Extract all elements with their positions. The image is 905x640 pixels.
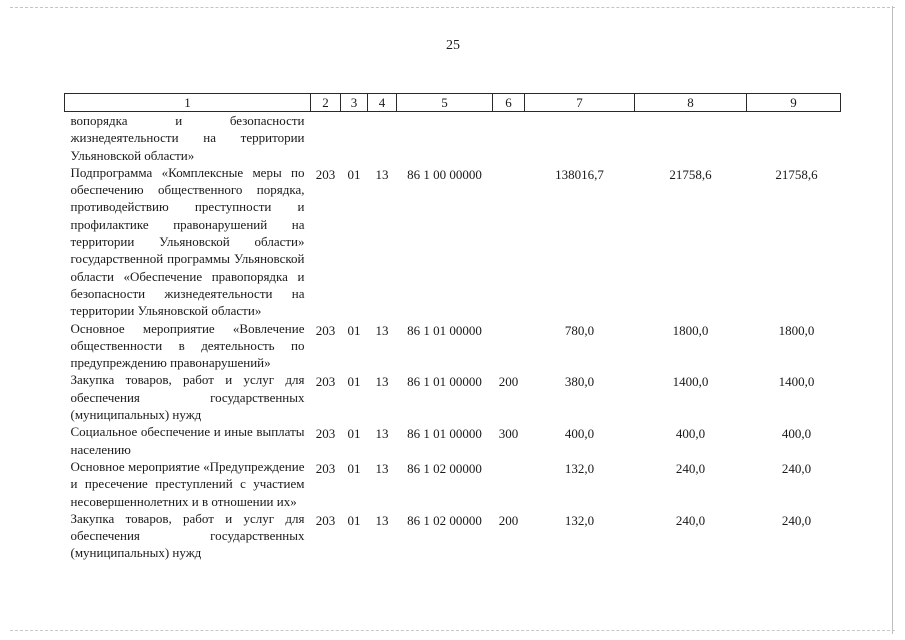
- cell-expense-type: [493, 164, 525, 320]
- cell-target-article: 86 1 02 00000: [407, 512, 482, 528]
- header-col-8: 8: [635, 94, 747, 112]
- table-row: [65, 320, 841, 372]
- cell-section-code: 01: [347, 374, 361, 390]
- header-col-1: 1: [65, 94, 311, 112]
- cell-amount-7: 132,0: [564, 460, 595, 476]
- cell-section-code: 01: [347, 512, 361, 528]
- cell-amount-7: 380,0: [564, 374, 595, 390]
- row-description: Подпрограмма «Комплексные меры по обеспечению общественного порядка, противодействию преступности и профилактике правонарушений на территории Ульяновской области» государственной программы Ульяновской области «Обеспечение правопорядка и безопасности жизнедеятельности на территории Ульяновской области»: [70, 164, 305, 319]
- table-row: [65, 371, 841, 423]
- cell-amount-7: 132,0: [564, 512, 595, 528]
- cell-amount-7: [525, 112, 635, 164]
- cell-target-article: 86 1 01 00000: [407, 374, 482, 390]
- cell-amount-9: [747, 112, 841, 164]
- page-number: 25: [446, 38, 460, 53]
- cell-section-code: 01: [347, 166, 361, 182]
- cell-amount-9: 21758,6: [775, 166, 818, 182]
- cell-subsection-code: 13: [375, 166, 389, 182]
- cell-amount-8: 21758,6: [669, 166, 712, 182]
- cell-subsection-code: 13: [375, 460, 389, 476]
- cell-amount-8: 240,0: [675, 512, 706, 528]
- cell-expense-type: 200: [498, 374, 519, 390]
- cell-expense-type: 300: [498, 426, 519, 442]
- row-description: Основное мероприятие «Вовлечение общественности в деятельность по предупреждению правонарушений»: [70, 320, 305, 371]
- row-description: Основное мероприятие «Предупреждение и пресечение преступлений с участием несовершеннолетних и в отношении их»: [70, 458, 305, 509]
- cell-amount-8: 400,0: [675, 426, 706, 442]
- cell-amount-9: 240,0: [781, 512, 812, 528]
- cell-target-article: [397, 112, 493, 164]
- table-row: [65, 112, 841, 164]
- scan-edge-top: [10, 7, 895, 8]
- cell-section-code: 01: [347, 460, 361, 476]
- cell-ministry-code: 203: [315, 512, 336, 528]
- cell-amount-7: 400,0: [564, 426, 595, 442]
- row-description: вопорядка и безопасности жизнедеятельности на территории Ульяновской области»: [70, 113, 305, 163]
- cell-target-article: 86 1 01 00000: [407, 426, 482, 442]
- cell-subsection-code: 13: [375, 426, 389, 442]
- header-col-4: 4: [368, 94, 397, 112]
- cell-amount-9: 1800,0: [778, 322, 815, 338]
- cell-expense-type: [493, 458, 525, 510]
- cell-expense-type: [493, 112, 525, 164]
- header-col-2: 2: [311, 94, 341, 112]
- header-col-7: 7: [525, 94, 635, 112]
- table-row: [65, 510, 841, 562]
- table-body: [65, 112, 841, 562]
- cell-section-code: [341, 112, 368, 164]
- scan-edge-bottom: [10, 630, 895, 631]
- row-description: Социальное обеспечение и иные выплаты населению: [70, 424, 305, 457]
- scan-edge-right: [892, 6, 893, 634]
- table-row: [65, 423, 841, 458]
- cell-ministry-code: [311, 112, 341, 164]
- cell-subsection-code: 13: [375, 322, 389, 338]
- cell-subsection-code: 13: [375, 374, 389, 390]
- table-row: [65, 458, 841, 510]
- cell-ministry-code: 203: [315, 374, 336, 390]
- header-col-6: 6: [493, 94, 525, 112]
- cell-target-article: 86 1 00 00000: [407, 166, 482, 182]
- cell-amount-7: 138016,7: [555, 166, 604, 182]
- header-col-9: 9: [747, 94, 841, 112]
- cell-amount-8: 1800,0: [672, 322, 709, 338]
- table-header: [65, 94, 841, 112]
- cell-amount-9: 240,0: [781, 460, 812, 476]
- cell-subsection-code: [368, 112, 397, 164]
- cell-subsection-code: 13: [375, 512, 389, 528]
- table-row: [65, 164, 841, 320]
- cell-amount-9: 400,0: [781, 426, 812, 442]
- cell-amount-8: [635, 112, 747, 164]
- cell-ministry-code: 203: [315, 426, 336, 442]
- row-description: Закупка товаров, работ и услуг для обеспечения государственных (муниципальных) нужд: [70, 510, 305, 561]
- cell-ministry-code: 203: [315, 322, 336, 338]
- budget-table: [64, 93, 841, 562]
- cell-amount-8: 1400,0: [672, 374, 709, 390]
- cell-expense-type: [493, 320, 525, 372]
- header-row: [65, 94, 841, 112]
- header-col-5: 5: [397, 94, 493, 112]
- cell-amount-7: 780,0: [564, 322, 595, 338]
- cell-amount-9: 1400,0: [778, 374, 815, 390]
- cell-ministry-code: 203: [315, 166, 336, 182]
- cell-ministry-code: 203: [315, 460, 336, 476]
- cell-target-article: 86 1 02 00000: [407, 460, 482, 476]
- row-description: Закупка товаров, работ и услуг для обеспечения государственных (муниципальных) нужд: [70, 372, 305, 423]
- cell-target-article: 86 1 01 00000: [407, 322, 482, 338]
- cell-section-code: 01: [347, 322, 361, 338]
- cell-amount-8: 240,0: [675, 460, 706, 476]
- cell-expense-type: 200: [498, 512, 519, 528]
- cell-section-code: 01: [347, 426, 361, 442]
- header-col-3: 3: [341, 94, 368, 112]
